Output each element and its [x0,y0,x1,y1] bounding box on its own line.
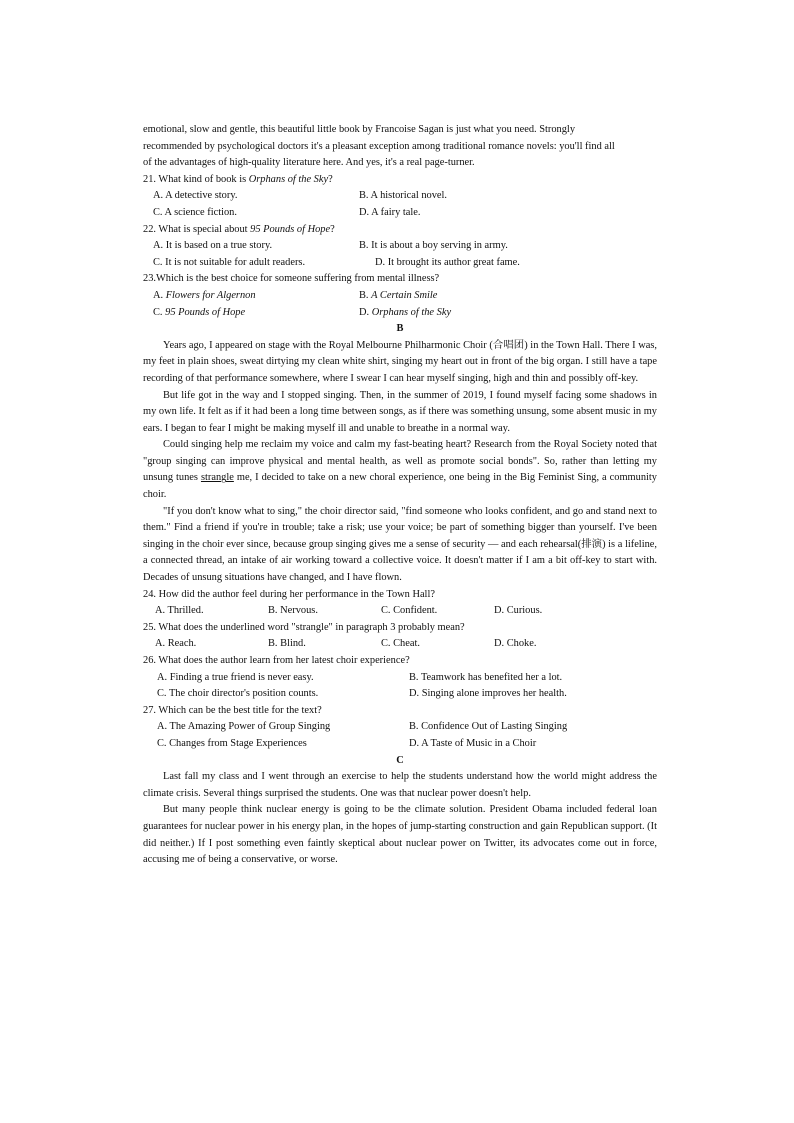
stem-end: ? [330,223,335,235]
option-d[interactable]: D. Singing alone improves her health. [409,688,567,700]
option-d[interactable]: D. A fairy tale. [359,206,421,218]
question-23 [143,271,657,321]
option-c[interactable]: C. Cheat. [381,638,420,650]
passage-b-paragraph-3 [143,437,657,503]
option-a[interactable]: A. Finding a true friend is never easy. [157,671,314,683]
option-c[interactable] [143,305,359,322]
passage-a-line-1: emotional, slow and gentle, this beautiful little book by Francoise Sagan is just what you need. Strongly [143,124,576,135]
question-stem [143,222,657,239]
option-b[interactable]: B. Confidence Out of Lasting Singing [409,721,568,733]
book-title: 95 Pounds of Hope [250,223,331,235]
option-letter: D. [359,306,372,318]
option-b[interactable]: B. A historical novel. [359,190,448,202]
option-d[interactable]: D. Choke. [494,638,537,650]
passage-c-paragraph-1: Last fall my class and I went through an exercise to help the students understand how the world might address the climate crisis. Several things surprised the students. One was that nuclear power doesn't help. [143,771,657,799]
option-c[interactable]: C. A science fiction. [153,206,237,218]
option-a[interactable]: A. A detective story. [153,190,238,202]
stem-text: 21. What kind of book is [143,173,249,185]
option-c[interactable]: C. Changes from Stage Experiences [157,737,307,749]
question-stem: 23.Which is the best choice for someone suffering from mental illness? [143,273,440,285]
question-25 [143,620,657,653]
option-a[interactable]: A. Reach. [155,638,197,650]
option-b[interactable]: B. It is about a boy serving in army. [359,240,508,252]
passage-b-paragraph-4: "If you don't know what to sing," the choir director said, "find someone who looks confident, and go and stand next to them." Find a friend if you're in trouble; take a risk; use your voice; be part of something bigger than yourself. I've been singing in the choir ever since, because group singing gives me a sense of security — and each rehearsal(排演) is a lifeline, a connected thread, an intake of air working toward a collective voice. It doesn't matter if I am a bit off-key to start with. Decades of unsung situations have changed, and I have flown. [143,505,657,584]
passage-a-line-2: recommended by psychological doctors it's a pleasant exception among traditional romance novels: you'll find all [143,140,615,152]
option-text: 95 Pounds of Hope [165,306,246,318]
question-26 [143,653,657,703]
option-text: Orphans of the Sky [371,306,452,318]
question-24 [143,587,657,620]
passage-b-paragraph-1: Years ago, I appeared on stage with the Royal Melbourne Philharmonic Choir (合唱团) in the Town Hall. There I was, my feet in plain shoes, sweat dirtying my clean white shirt, singing my heart out in front of the big organ. I still have a tape recording of that performance somewhere, where I swear I can hear myself singing, high and thin and possibly off-key. [143,339,657,384]
option-d[interactable]: D. A Taste of Music in a Choir [409,737,537,749]
question-stem: 25. What does the underlined word "strangle" in paragraph 3 probably mean? [143,621,465,633]
underlined-word: strangle [200,472,234,484]
passage-b-paragraph-2: But life got in the way and I stopped singing. Then, in the summer of 2019, I found myself facing some shadows in my own life. It felt as if it had been a long time between songs, as if there was something unsung, some absent music in my ears. I began to fear I might be making myself ill and unable to breathe in a normal way. [143,389,657,434]
option-c[interactable]: C. The choir director's position counts. [157,688,319,700]
option-a[interactable] [143,288,359,305]
exam-page [143,122,657,869]
option-d[interactable]: D. Curious. [494,605,543,617]
passage-c-paragraph-2: But many people think nuclear energy is going to be the climate solution. President Obama included federal loan guarantees for nuclear power in his energy plan, in the hopes of jump-starting construction and gain Republican support. (It did neither.) If I post something even faintly skeptical about nuclear power on Twitter, its advocates come out in force, accusing me of being a conservative, or worse. [143,804,657,866]
paragraph-text: me, I decided to take on a new choral experience, one being in the Big Feminist Sing, a community choir. [143,472,657,501]
option-b[interactable]: B. Nervous. [268,605,318,617]
question-22 [143,222,657,272]
paragraph-text: Could singing help me reclaim my voice and calm my fast-beating heart? Research from the Royal Society noted that "group singing can improve physical and mental health, as well as promote social bonds". So, rather than letting my unsung tunes [143,439,657,484]
stem-text: 22. What is special about [143,223,251,235]
option-b[interactable] [359,288,437,305]
book-title: Orphans of the Sky [248,173,329,185]
option-b[interactable]: B. Teamwork has benefited her a lot. [409,671,563,683]
option-letter: C. [153,306,166,318]
passage-a-tail [143,122,657,172]
option-text: A Certain Smile [371,289,438,301]
option-a[interactable]: A. Thrilled. [155,605,204,617]
option-c[interactable]: C. It is not suitable for adult readers. [153,256,306,268]
section-b-label: B [396,323,404,335]
option-a[interactable]: A. The Amazing Power of Group Singing [157,721,331,733]
question-stem [143,172,657,189]
option-b[interactable]: B. Blind. [268,638,306,650]
question-stem: 26. What does the author learn from her latest choir experience? [143,655,410,666]
stem-end: ? [328,173,333,185]
option-a[interactable]: A. It is based on a true story. [153,240,273,252]
question-27 [143,703,657,753]
option-letter: B. [359,289,372,301]
question-stem: 24. How did the author feel during her performance in the Town Hall? [143,588,435,600]
question-21 [143,172,657,222]
passage-a-line-3: of the advantages of high-quality literature here. And yes, it's a real page-turner. [143,157,475,169]
option-letter: A. [153,289,166,301]
question-stem: 27. Which can be the best title for the text? [143,704,322,716]
option-d[interactable] [359,305,451,322]
option-d[interactable]: D. It brought its author great fame. [375,256,520,268]
option-text: Flowers for Algernon [165,289,256,301]
option-c[interactable]: C. Confident. [381,605,438,617]
section-c-label: C [396,754,404,766]
